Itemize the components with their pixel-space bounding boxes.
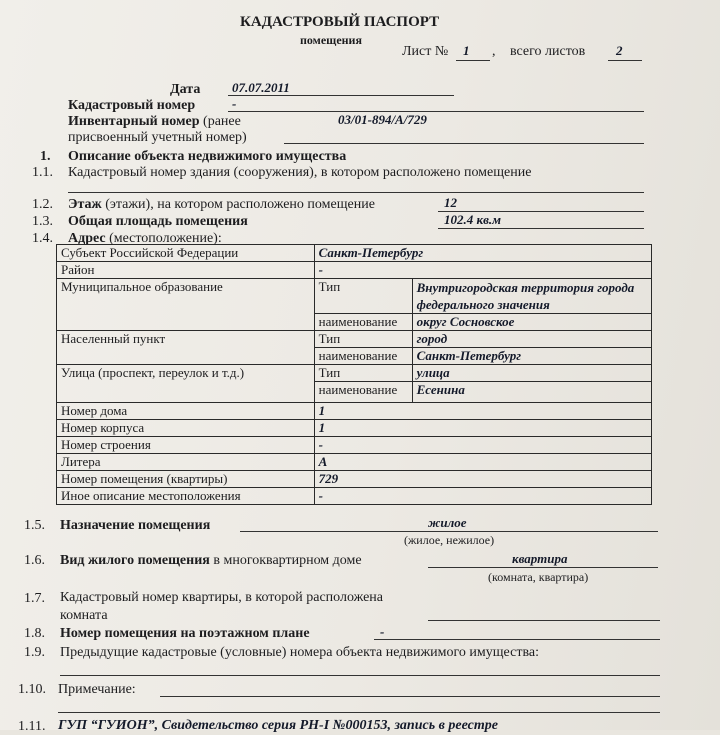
total-sheets-number: 2: [616, 43, 623, 58]
cadastral-number-label: Кадастровый номер: [68, 98, 196, 113]
floor-value: 12: [444, 195, 457, 210]
district-label: Район: [57, 262, 315, 279]
municipal-label: Муниципальное образование: [57, 279, 315, 331]
street-name-value: Есенина: [412, 382, 651, 403]
cadastral-number-value: -: [232, 96, 237, 111]
cadastral-number-line: [228, 111, 644, 112]
item-1-7-label-cont: комната: [60, 608, 108, 623]
item-1-11-value: ГУП “ГУИОН”, Свидетельство серия РН-I №000153, запись в реестре: [58, 718, 498, 733]
inventory-number-label-cont: присвоенный учетный номер): [68, 130, 247, 145]
litera-value: А: [314, 454, 651, 471]
korpus-value: 1: [314, 420, 651, 437]
table-row: [57, 471, 652, 488]
municipal-name-label: наименование: [314, 314, 412, 331]
settlement-name-label: наименование: [314, 348, 412, 365]
building-value: -: [314, 437, 651, 454]
purpose-hint: (жилое, нежилое): [404, 533, 495, 547]
item-1-2-label: Этаж (этажи), на котором расположено помещение: [68, 197, 375, 212]
item-1-7-line: [428, 620, 660, 621]
street-label: Улица (проспект, переулок и т.д.): [57, 365, 315, 403]
inventory-number-value: 03/01-894/А/729: [338, 112, 427, 127]
street-type-value: улица: [412, 365, 651, 382]
sheet-comma: ,: [492, 44, 496, 59]
dwelling-type-value: квартира: [512, 551, 568, 566]
sheet-number: 1: [463, 43, 470, 58]
dwelling-type-line: [428, 567, 658, 568]
total-sheets-line: [608, 60, 642, 61]
item-1-4-label: Адрес (местоположение):: [68, 231, 222, 246]
sheet-number-line: [456, 60, 490, 61]
settlement-type-label: Тип: [314, 331, 412, 348]
section-1-number: 1.: [40, 149, 51, 164]
table-row: [57, 331, 652, 348]
section-1-title: Описание объекта недвижимого имущества: [68, 149, 347, 164]
house-label: Номер дома: [57, 403, 315, 420]
item-1-11-number: 1.11.: [18, 719, 46, 734]
address-table: [56, 244, 652, 505]
room-label: Номер помещения (квартиры): [57, 471, 315, 488]
street-type-label: Тип: [314, 365, 412, 382]
table-row: [57, 365, 652, 382]
other-description-label: Иное описание местоположения: [57, 488, 315, 505]
item-1-8-number: 1.8.: [24, 626, 45, 641]
item-1-1-line: [68, 192, 644, 193]
document-title: КАДАСТРОВЫЙ ПАСПОРТ: [240, 14, 440, 30]
settlement-type-value: город: [412, 331, 651, 348]
municipal-type-label: Тип: [314, 279, 412, 314]
building-label: Номер строения: [57, 437, 315, 454]
floor-plan-number-line: [374, 639, 660, 640]
dwelling-type-hint: (комната, квартира): [488, 570, 589, 584]
table-row: [57, 279, 652, 314]
street-name-label: наименование: [314, 382, 412, 403]
item-1-3-label: Общая площадь помещения: [68, 214, 248, 229]
subject-value: Санкт-Петербург: [314, 245, 651, 262]
note-line-1: [160, 696, 660, 697]
subject-label: Субъект Российской Федерации: [57, 245, 315, 262]
item-1-3-number: 1.3.: [32, 214, 53, 229]
table-row: [57, 245, 652, 262]
table-row: [57, 403, 652, 420]
litera-label: Литера: [57, 454, 315, 471]
item-1-9-label: Предыдущие кадастровые (условные) номера объекта недвижимого имущества:: [60, 645, 539, 660]
korpus-label: Номер корпуса: [57, 420, 315, 437]
municipal-name-value: округ Сосновское: [412, 314, 651, 331]
table-row: [57, 454, 652, 471]
table-row: [57, 420, 652, 437]
table-row: [57, 488, 652, 505]
item-1-1-number: 1.1.: [32, 165, 53, 180]
area-value: 102.4 кв.м: [444, 212, 502, 227]
inventory-number-label: Инвентарный номер (ранее: [68, 114, 241, 129]
date-value: 07.07.2011: [232, 80, 290, 95]
item-1-5-label: Назначение помещения: [60, 518, 211, 533]
item-1-8-label: Номер помещения на поэтажном плане: [60, 626, 310, 641]
item-1-10-number: 1.10.: [18, 682, 46, 697]
item-1-7-number: 1.7.: [24, 591, 45, 606]
house-value: 1: [314, 403, 651, 420]
item-1-1-label: Кадастровый номер здания (сооружения), в котором расположено помещение: [68, 165, 532, 180]
item-1-2-number: 1.2.: [32, 197, 53, 212]
inventory-number-line: [284, 143, 644, 144]
date-label: Дата: [170, 82, 201, 97]
document-subtitle: помещения: [300, 33, 362, 47]
settlement-label: Населенный пункт: [57, 331, 315, 365]
district-value: -: [314, 262, 651, 279]
municipal-type-value: Внутригородская территория города федерального значения: [412, 279, 651, 314]
purpose-value: жилое: [428, 515, 467, 530]
sheet-label: Лист №: [402, 44, 449, 59]
floor-plan-number-value: -: [380, 624, 385, 639]
purpose-line: [240, 531, 658, 532]
other-description-value: -: [314, 488, 651, 505]
table-row: [57, 437, 652, 454]
total-sheets-label: всего листов: [510, 44, 586, 59]
settlement-name-value: Санкт-Петербург: [412, 348, 651, 365]
item-1-7-label: Кадастровый номер квартиры, в которой расположена: [60, 590, 384, 605]
item-1-4-number: 1.4.: [32, 231, 53, 246]
table-row: [57, 262, 652, 279]
item-1-9-number: 1.9.: [24, 645, 45, 660]
item-1-10-label: Примечание:: [58, 682, 136, 697]
room-value: 729: [314, 471, 651, 488]
date-line: [228, 95, 454, 96]
note-line-2: [58, 712, 660, 713]
item-1-6-number: 1.6.: [24, 553, 45, 568]
item-1-6-label: Вид жилого помещения в многоквартирном доме: [60, 553, 362, 568]
item-1-9-line: [60, 675, 660, 676]
item-1-5-number: 1.5.: [24, 518, 45, 533]
area-line: [438, 228, 644, 229]
